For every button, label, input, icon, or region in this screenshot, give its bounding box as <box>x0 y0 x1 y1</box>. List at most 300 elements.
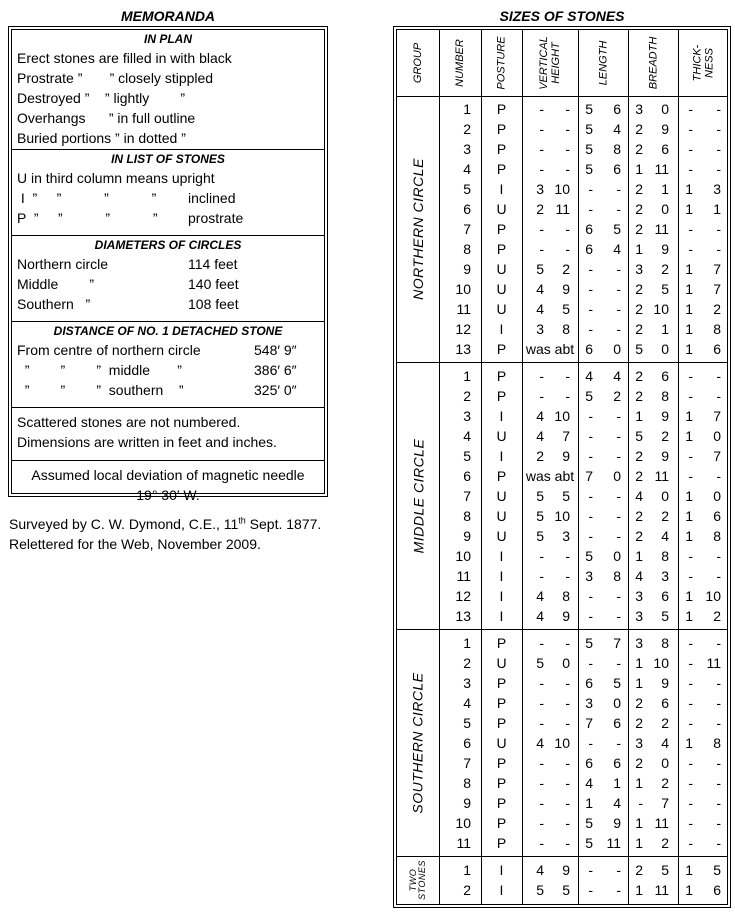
height-feet: - <box>539 101 544 117</box>
breadth-feet: 3 <box>635 735 643 751</box>
stone-number: 6 <box>463 468 471 484</box>
breadth-inches: 1 <box>661 181 669 197</box>
length-inches: 2 <box>613 388 621 404</box>
stone-number: 3 <box>463 141 471 157</box>
memo-line-text: From centre of northern circle <box>17 342 201 358</box>
thickness-inches: - <box>716 161 721 177</box>
breadth-inches: 11 <box>654 161 669 177</box>
memo-distance-line <box>12 380 324 400</box>
length-inches: 4 <box>613 795 621 811</box>
height-feet: - <box>539 548 544 564</box>
thickness-inches: 5 <box>713 862 721 878</box>
breadth-inches: 2 <box>661 428 669 444</box>
thickness-feet: - <box>688 548 693 564</box>
thickness-inches: - <box>716 141 721 157</box>
thickness-inches: 7 <box>713 408 721 424</box>
thickness-feet: 1 <box>685 488 693 504</box>
thickness-inches: - <box>716 121 721 137</box>
height-inches: 5 <box>562 301 570 317</box>
breadth-feet: - <box>638 795 643 811</box>
stone-number: 2 <box>463 655 471 671</box>
height-feet: - <box>539 775 544 791</box>
breadth-inches: 11 <box>654 882 669 898</box>
breadth-feet: 3 <box>635 261 643 277</box>
stone-number: 7 <box>463 221 471 237</box>
length-feet: 6 <box>585 675 593 691</box>
thickness-inches: - <box>716 775 721 791</box>
stone-posture: U <box>496 655 507 671</box>
thickness-feet: - <box>688 655 693 671</box>
memo-section-distance <box>12 322 324 408</box>
length-feet: 3 <box>585 568 593 584</box>
memo-deviation-line: 19° 30′ W. <box>136 487 200 503</box>
stone-number: 6 <box>463 201 471 217</box>
memo-distance-line <box>12 340 324 360</box>
memo-line-text: Middle ” <box>17 276 95 292</box>
thickness-feet: 1 <box>685 608 693 624</box>
height-inches: - <box>565 775 570 791</box>
stone-number: 9 <box>463 795 471 811</box>
memo-line-text: P ” ” ” ” <box>17 210 158 226</box>
breadth-feet: 1 <box>635 655 643 671</box>
stone-number: 7 <box>463 755 471 771</box>
height-inches: 10 <box>554 735 570 751</box>
height-inches: 10 <box>554 408 570 424</box>
thickness-feet: - <box>688 141 693 157</box>
stone-number: 8 <box>463 775 471 791</box>
thickness-inches: - <box>716 755 721 771</box>
memo-diameters-heading: DIAMETERS OF CIRCLES <box>94 238 242 252</box>
stone-posture: P <box>496 815 507 831</box>
height-inches: 9 <box>562 862 570 878</box>
breadth-inches: 10 <box>653 301 669 317</box>
stone-number: 1 <box>463 862 471 878</box>
thickness-feet: - <box>688 161 693 177</box>
breadth-inches: 9 <box>661 448 669 464</box>
length-feet: 5 <box>585 815 593 831</box>
breadth-feet: 2 <box>635 301 643 317</box>
stone-number: 12 <box>455 588 471 604</box>
thickness-inches: - <box>716 815 721 831</box>
memo-distance-heading: DISTANCE OF NO. 1 DETACHED STONE <box>53 324 283 338</box>
stone-number: 9 <box>463 528 471 544</box>
length-feet: - <box>588 608 593 624</box>
thickness-inches: 11 <box>706 655 721 671</box>
height-feet: - <box>539 241 544 257</box>
stone-posture: U <box>496 428 507 444</box>
memo-section-diameters <box>12 236 324 322</box>
length-feet: - <box>588 261 593 277</box>
breadth-feet: 2 <box>635 715 643 731</box>
stone-number: 5 <box>463 181 471 197</box>
group-divider <box>397 362 727 363</box>
breadth-feet: 2 <box>635 281 643 297</box>
memo-distance-line <box>12 360 324 380</box>
thickness-inches: 3 <box>713 181 721 197</box>
length-inches: 8 <box>613 141 621 157</box>
length-feet: 4 <box>585 775 593 791</box>
length-inches: 7 <box>613 635 621 651</box>
breadth-inches: 9 <box>661 408 669 424</box>
height-feet: 4 <box>536 281 544 297</box>
thickness-feet: - <box>688 388 693 404</box>
thickness-inches: - <box>716 635 721 651</box>
breadth-feet: 2 <box>635 388 643 404</box>
length-inches: - <box>616 588 621 604</box>
breadth-feet: 1 <box>635 815 643 831</box>
thickness-inches: - <box>716 241 721 257</box>
breadth-inches: 1 <box>661 321 669 337</box>
length-inches: - <box>616 488 621 504</box>
length-inches: - <box>616 261 621 277</box>
height-feet: - <box>539 795 544 811</box>
thickness-inches: - <box>716 795 721 811</box>
memo-line-value: 140 feet <box>188 276 239 292</box>
thickness-feet: 1 <box>685 528 693 544</box>
thickness-inches: - <box>716 548 721 564</box>
thickness-inches: 7 <box>713 448 721 464</box>
height-feet: - <box>539 368 544 384</box>
column-header-text: GROUP <box>412 42 424 84</box>
height-inches: 10 <box>554 181 570 197</box>
memo-line-text: Prostrate ” ” closely stippled <box>17 70 214 86</box>
memo-deviation-line: Assumed local deviation of magnetic needle <box>31 467 305 483</box>
length-inches: - <box>616 508 621 524</box>
stone-number: 8 <box>463 241 471 257</box>
column-header-thick-ness <box>678 30 728 96</box>
stone-number: 10 <box>455 548 471 564</box>
height-inches: 2 <box>562 261 570 277</box>
length-feet: - <box>588 588 593 604</box>
thickness-feet: 1 <box>685 882 693 898</box>
height-inches: - <box>565 835 570 851</box>
stone-number: 9 <box>463 261 471 277</box>
stone-number: 4 <box>463 428 471 444</box>
breadth-inches: 4 <box>661 735 669 751</box>
height-feet: - <box>539 815 544 831</box>
memo-in-list-line <box>12 208 324 228</box>
length-feet: 4 <box>585 368 593 384</box>
stone-posture: U <box>496 488 507 504</box>
memo-line-text: Overhangs ” in full outline <box>17 110 196 126</box>
breadth-feet: 3 <box>635 588 643 604</box>
thickness-feet: - <box>688 568 693 584</box>
height-note: was abt <box>525 341 575 357</box>
length-inches: - <box>616 201 621 217</box>
stone-posture: P <box>496 775 507 791</box>
stone-number: 2 <box>463 882 471 898</box>
height-feet: - <box>539 388 544 404</box>
breadth-feet: 3 <box>635 635 643 651</box>
breadth-inches: 11 <box>654 815 669 831</box>
breadth-feet: 5 <box>635 341 643 357</box>
column-header-text: LENGTH <box>597 40 609 86</box>
stone-number: 11 <box>456 301 471 317</box>
length-inches: - <box>616 528 621 544</box>
breadth-inches: 9 <box>661 675 669 691</box>
thickness-feet: - <box>688 635 693 651</box>
length-inches: - <box>616 181 621 197</box>
length-feet: - <box>588 428 593 444</box>
length-feet: - <box>588 508 593 524</box>
breadth-inches: 0 <box>661 488 669 504</box>
height-feet: 5 <box>536 655 544 671</box>
length-feet: 7 <box>585 468 593 484</box>
height-inches: 5 <box>562 488 570 504</box>
height-feet: 5 <box>536 528 544 544</box>
stone-number: 13 <box>455 341 471 357</box>
stone-posture: I <box>499 448 504 464</box>
height-inches: 11 <box>555 201 570 217</box>
stone-posture: P <box>496 101 507 117</box>
thickness-inches: - <box>716 468 721 484</box>
length-inches: 6 <box>613 161 621 177</box>
column-header-number <box>439 30 481 96</box>
stone-number: 10 <box>455 281 471 297</box>
height-inches: 9 <box>562 608 570 624</box>
breadth-feet: 2 <box>635 448 643 464</box>
thickness-feet: - <box>688 695 693 711</box>
breadth-inches: 2 <box>661 508 669 524</box>
height-feet: 4 <box>536 608 544 624</box>
stone-posture: P <box>496 715 507 731</box>
thickness-feet: - <box>688 221 693 237</box>
height-feet: 4 <box>536 735 544 751</box>
stone-posture: I <box>499 408 504 424</box>
stone-posture: U <box>496 528 507 544</box>
length-inches: - <box>616 448 621 464</box>
thickness-feet: - <box>688 755 693 771</box>
breadth-inches: 5 <box>661 281 669 297</box>
memo-line-value: 548′ 9″ <box>254 342 297 358</box>
length-inches: - <box>616 321 621 337</box>
length-feet: 5 <box>585 548 593 564</box>
length-feet: 6 <box>585 341 593 357</box>
length-inches: - <box>616 408 621 424</box>
memo-section-in-list <box>12 150 324 236</box>
header-divider <box>397 96 727 97</box>
stone-posture: P <box>496 795 507 811</box>
survey-note <box>9 514 321 554</box>
height-inches: - <box>565 568 570 584</box>
stone-number: 3 <box>463 675 471 691</box>
memo-line-value: 114 feet <box>188 256 238 272</box>
stone-posture: I <box>499 181 504 197</box>
memo-line-value: 386′ 6″ <box>254 362 297 378</box>
length-inches: - <box>616 735 621 751</box>
memo-line-text: Southern ” <box>17 296 91 312</box>
breadth-feet: 2 <box>635 201 643 217</box>
height-feet: - <box>539 568 544 584</box>
height-inches: 5 <box>562 882 570 898</box>
stone-posture: I <box>499 568 504 584</box>
thickness-feet: - <box>688 468 693 484</box>
thickness-feet: 1 <box>685 181 693 197</box>
thickness-inches: - <box>716 715 721 731</box>
height-feet: 2 <box>536 201 544 217</box>
stone-posture: U <box>496 508 507 524</box>
thickness-feet: 1 <box>685 508 693 524</box>
breadth-inches: 9 <box>661 121 669 137</box>
stone-posture: I <box>499 882 504 898</box>
height-feet: 3 <box>536 321 544 337</box>
memo-line-value: 325′ 0″ <box>254 382 297 398</box>
stone-number: 13 <box>455 608 471 624</box>
thickness-inches: 2 <box>713 608 721 624</box>
stone-posture: P <box>496 635 507 651</box>
thickness-feet: - <box>688 795 693 811</box>
stone-posture: P <box>496 695 507 711</box>
column-header-text: BREADTH <box>647 36 659 90</box>
breadth-inches: 6 <box>661 141 669 157</box>
breadth-feet: 2 <box>635 695 643 711</box>
survey-line-1: Surveyed by C. W. Dymond, C.E., 11 <box>9 516 239 532</box>
memo-notes-line: Scattered stones are not numbered. <box>17 414 241 430</box>
group-label-text: SOUTHERN CIRCLE <box>410 672 427 814</box>
memo-line-text: ” ” ” southern ” <box>17 382 184 398</box>
height-inches: - <box>565 815 570 831</box>
stone-posture: P <box>496 675 507 691</box>
length-inches: 0 <box>613 468 621 484</box>
thickness-inches: 8 <box>713 735 721 751</box>
length-feet: - <box>588 882 593 898</box>
breadth-feet: 2 <box>635 321 643 337</box>
length-feet: - <box>588 488 593 504</box>
length-inches: 11 <box>606 835 621 851</box>
height-feet: - <box>539 715 544 731</box>
group-label <box>397 96 439 362</box>
stones-table <box>393 26 731 908</box>
length-inches: - <box>616 862 621 878</box>
breadth-inches: 6 <box>661 368 669 384</box>
breadth-feet: 5 <box>635 428 643 444</box>
length-inches: - <box>616 655 621 671</box>
thickness-inches: 0 <box>713 428 721 444</box>
thickness-inches: - <box>716 388 721 404</box>
breadth-inches: 0 <box>661 341 669 357</box>
length-feet: 5 <box>585 161 593 177</box>
length-feet: 5 <box>585 635 593 651</box>
column-header-length <box>578 30 628 96</box>
stone-posture: P <box>496 121 507 137</box>
length-inches: - <box>616 882 621 898</box>
stones-title: SIZES OF STONES <box>499 8 625 24</box>
length-feet: 3 <box>585 695 593 711</box>
height-feet: - <box>539 161 544 177</box>
length-feet: 5 <box>585 101 593 117</box>
length-inches: 5 <box>613 675 621 691</box>
breadth-feet: 3 <box>635 101 643 117</box>
stone-posture: P <box>496 141 507 157</box>
height-inches: - <box>565 101 570 117</box>
memo-notes-line: Dimensions are written in feet and inches. <box>17 434 277 450</box>
memo-in-plan-line <box>12 88 324 108</box>
length-inches: - <box>616 281 621 297</box>
length-feet: - <box>588 181 593 197</box>
thickness-feet: - <box>688 775 693 791</box>
height-feet: 5 <box>536 488 544 504</box>
length-inches: - <box>616 608 621 624</box>
column-header-text: POSTURE <box>495 36 508 90</box>
breadth-inches: 11 <box>654 468 669 484</box>
height-feet: 2 <box>536 448 544 464</box>
breadth-inches: 0 <box>661 201 669 217</box>
length-inches: 0 <box>613 695 621 711</box>
length-feet: - <box>588 321 593 337</box>
height-inches: - <box>565 121 570 137</box>
group-label <box>397 857 439 903</box>
breadth-inches: 10 <box>653 655 669 671</box>
thickness-feet: - <box>688 715 693 731</box>
length-feet: 5 <box>585 141 593 157</box>
memo-line-value: prostrate <box>188 210 244 226</box>
thickness-feet: 1 <box>685 735 693 751</box>
length-inches: 0 <box>613 548 621 564</box>
memo-section-in-plan <box>12 30 324 150</box>
breadth-inches: 8 <box>661 388 669 404</box>
thickness-inches: 0 <box>713 488 721 504</box>
memo-in-plan-line <box>12 48 324 68</box>
thickness-feet: 1 <box>685 281 693 297</box>
length-feet: 5 <box>585 121 593 137</box>
thickness-inches: 6 <box>713 882 721 898</box>
height-feet: - <box>539 675 544 691</box>
stone-posture: P <box>496 388 507 404</box>
height-feet: - <box>539 835 544 851</box>
stone-number: 6 <box>463 735 471 751</box>
stone-posture: P <box>496 241 507 257</box>
height-feet: 5 <box>536 508 544 524</box>
height-inches: - <box>565 368 570 384</box>
height-feet: - <box>539 141 544 157</box>
length-inches: 4 <box>613 241 621 257</box>
stone-number: 4 <box>463 695 471 711</box>
height-feet: 4 <box>536 862 544 878</box>
height-inches: - <box>565 548 570 564</box>
thickness-feet: - <box>688 101 693 117</box>
length-feet: - <box>588 301 593 317</box>
length-feet: - <box>588 408 593 424</box>
breadth-inches: 3 <box>661 568 669 584</box>
length-inches: 1 <box>613 775 621 791</box>
group-divider <box>397 629 727 630</box>
length-feet: 7 <box>585 715 593 731</box>
stone-number: 1 <box>463 635 471 651</box>
height-inches: - <box>565 388 570 404</box>
thickness-inches: 1 <box>713 201 721 217</box>
thickness-feet: - <box>688 368 693 384</box>
breadth-inches: 9 <box>661 241 669 257</box>
breadth-inches: 8 <box>661 548 669 564</box>
height-inches: 8 <box>562 321 570 337</box>
breadth-feet: 2 <box>635 755 643 771</box>
thickness-feet: 1 <box>685 428 693 444</box>
stone-posture: P <box>496 161 507 177</box>
breadth-inches: 7 <box>661 795 669 811</box>
thickness-feet: 1 <box>685 201 693 217</box>
thickness-inches: 6 <box>713 341 721 357</box>
height-feet: 3 <box>536 181 544 197</box>
group-label-text: NORTHERN CIRCLE <box>410 158 426 300</box>
column-header-posture <box>481 30 522 96</box>
breadth-feet: 2 <box>635 468 643 484</box>
length-feet: - <box>588 862 593 878</box>
memo-line-text: I ” ” ” ” <box>17 190 157 206</box>
height-inches: - <box>565 635 570 651</box>
survey-superscript: th <box>238 515 246 526</box>
breadth-feet: 4 <box>635 568 643 584</box>
length-feet: 6 <box>585 755 593 771</box>
